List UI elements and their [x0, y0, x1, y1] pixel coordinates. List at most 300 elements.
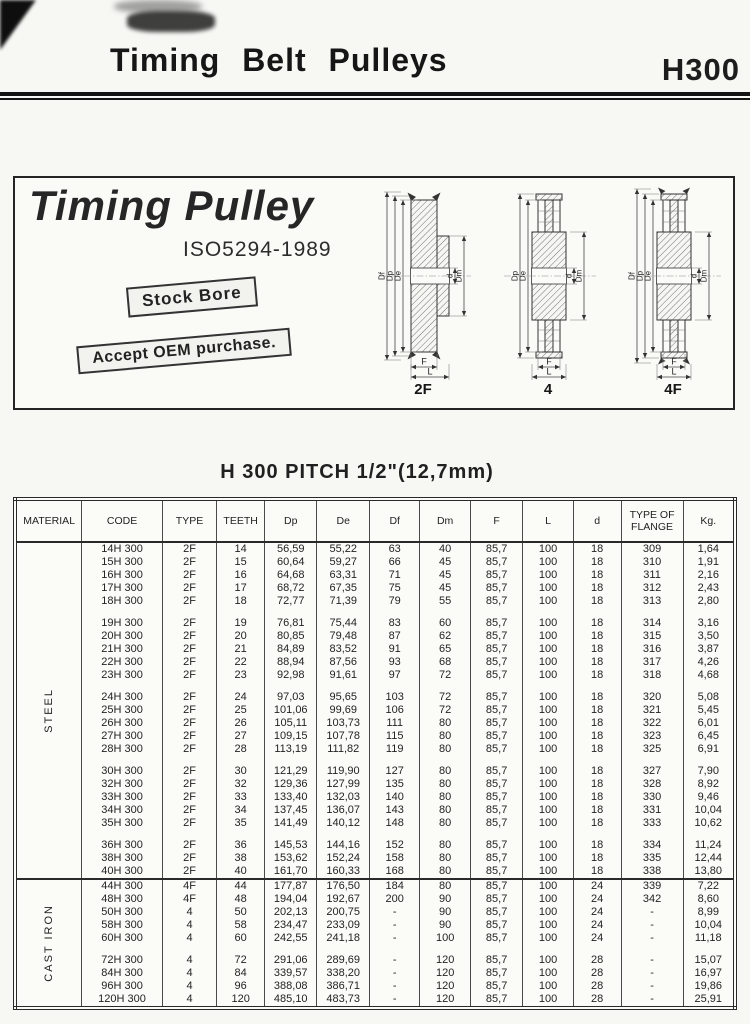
table-cell: 200	[369, 893, 419, 906]
table-cell: 388,08	[265, 980, 317, 993]
pulley-drawing	[492, 184, 604, 384]
table-cell: 291,06	[265, 954, 317, 967]
table-cell: 55	[420, 595, 470, 608]
table-cell: 45	[420, 556, 470, 569]
table-cell: 18	[573, 804, 621, 817]
dim-label: Df	[377, 272, 387, 280]
table-cell: 18	[573, 643, 621, 656]
table-cell: 100	[523, 765, 573, 778]
table-cell: 333	[621, 817, 683, 830]
column-header: Df	[369, 499, 419, 542]
table-cell: 24	[573, 932, 621, 945]
table-cell: 4	[162, 967, 217, 980]
table-cell: 18	[573, 852, 621, 865]
dim-label: Dm	[574, 269, 584, 283]
table-cell: 3,87	[683, 643, 735, 656]
table-cell: 121,29	[265, 765, 317, 778]
table-cell: 84H 300	[82, 967, 162, 980]
table-cell: 90	[420, 906, 470, 919]
table-cell: 34H 300	[82, 804, 162, 817]
table-cell: 18	[573, 817, 621, 830]
pulley-drawing	[617, 184, 729, 384]
table-cell: 483,73	[317, 993, 369, 1008]
table-cell: 72,77	[265, 595, 317, 608]
table-cell: 100	[523, 542, 573, 556]
table-cell: 33H 300	[82, 791, 162, 804]
table-row	[15, 717, 735, 730]
table-cell: -	[621, 919, 683, 932]
table-cell: 100	[523, 556, 573, 569]
table-cell: 100	[523, 919, 573, 932]
table-cell: 80	[420, 743, 470, 756]
table-cell: 60,64	[265, 556, 317, 569]
table-cell: 24	[573, 893, 621, 906]
table-cell: 100	[523, 582, 573, 595]
table-cell: 32	[217, 778, 265, 791]
table-cell: 1,64	[683, 542, 735, 556]
table-cell: 120H 300	[82, 993, 162, 1008]
table-cell: 18	[573, 669, 621, 682]
table-cell: 14	[217, 542, 265, 556]
table-row	[15, 730, 735, 743]
dim-label: De	[643, 270, 653, 282]
table-title: H 300 PITCH 1/2"(12,7mm)	[220, 461, 494, 483]
pulley-type-label: 4F	[664, 381, 682, 398]
table-cell: 6,45	[683, 730, 735, 743]
column-header: Dm	[420, 499, 470, 542]
column-header: TEETH	[217, 499, 265, 542]
table-cell: 18	[573, 730, 621, 743]
table-cell: -	[369, 906, 419, 919]
table-cell: 27	[217, 730, 265, 743]
table-cell: 100	[523, 669, 573, 682]
table-row	[15, 879, 735, 893]
table-cell: 242,55	[265, 932, 317, 945]
table-cell: 85,7	[470, 906, 522, 919]
table-cell: 100	[523, 865, 573, 879]
column-header: F	[470, 499, 522, 542]
table-cell: 17	[217, 582, 265, 595]
table-cell: 111	[369, 717, 419, 730]
pulley-diagram-2f	[367, 184, 479, 398]
table-cell: 106	[369, 704, 419, 717]
dim-label: d	[445, 273, 455, 279]
table-cell: 85,7	[470, 717, 522, 730]
table-row	[15, 919, 735, 932]
product-title: Timing Pulley	[29, 182, 315, 229]
table-cell: 25,91	[683, 993, 735, 1008]
table-cell: 311	[621, 569, 683, 582]
table-cell: 314	[621, 617, 683, 630]
table-cell: 316	[621, 643, 683, 656]
table-cell: 16H 300	[82, 569, 162, 582]
table-cell: 6,91	[683, 743, 735, 756]
table-cell: 93	[369, 656, 419, 669]
dim-label: L	[546, 366, 552, 377]
table-cell: 152	[369, 839, 419, 852]
table-cell: 11,24	[683, 839, 735, 852]
table-cell: 7,90	[683, 765, 735, 778]
table-cell: 85,7	[470, 919, 522, 932]
table-cell: 24H 300	[82, 691, 162, 704]
table-cell: 100	[523, 839, 573, 852]
table-cell: 85,7	[470, 617, 522, 630]
table-cell: 2F	[162, 617, 217, 630]
spacer-row	[15, 756, 735, 765]
table-cell: 75	[369, 582, 419, 595]
dim-label: L	[671, 366, 677, 377]
table-cell: 92,98	[265, 669, 317, 682]
table-cell: 2F	[162, 656, 217, 669]
table-row	[15, 932, 735, 945]
table-cell: 100	[523, 817, 573, 830]
table-cell: 15	[217, 556, 265, 569]
table-row	[15, 630, 735, 643]
table-cell: 21H 300	[82, 643, 162, 656]
table-cell: 135	[369, 778, 419, 791]
table-row	[15, 656, 735, 669]
dim-label: Dm	[454, 269, 464, 283]
table-cell: -	[621, 932, 683, 945]
table-cell: 241,18	[317, 932, 369, 945]
table-cell: 5,08	[683, 691, 735, 704]
material-label: CAST IRON	[42, 904, 55, 982]
dim-label: De	[518, 270, 528, 282]
table-row	[15, 980, 735, 993]
table-cell: 4	[162, 980, 217, 993]
pulley-diagram-4	[492, 184, 604, 398]
table-cell: 85,7	[470, 656, 522, 669]
dim-label: Dp	[510, 270, 520, 282]
table-cell: 62	[420, 630, 470, 643]
table-cell: 18	[573, 717, 621, 730]
table-cell: 83,52	[317, 643, 369, 656]
table-cell: 85,7	[470, 791, 522, 804]
table-cell: 184	[369, 879, 419, 893]
table-cell: 312	[621, 582, 683, 595]
table-cell: 80	[420, 879, 470, 893]
table-cell: 2F	[162, 556, 217, 569]
table-cell: 338,20	[317, 967, 369, 980]
table-cell: 80	[420, 730, 470, 743]
table-cell: 161,70	[265, 865, 317, 879]
table-cell: 485,10	[265, 993, 317, 1008]
pulley-type-label: 4	[543, 381, 553, 398]
table-cell: 7,22	[683, 879, 735, 893]
table-cell: 68,72	[265, 582, 317, 595]
table-cell: 85,7	[470, 852, 522, 865]
table-row	[15, 617, 735, 630]
table-cell: 2F	[162, 717, 217, 730]
table-cell: 8,92	[683, 778, 735, 791]
table-cell: 28	[573, 954, 621, 967]
table-cell: -	[369, 967, 419, 980]
table-cell: 84,89	[265, 643, 317, 656]
dim-label: Df	[627, 272, 637, 280]
table-cell: -	[369, 980, 419, 993]
table-row	[15, 778, 735, 791]
material-cell	[15, 542, 82, 879]
table-cell: 17H 300	[82, 582, 162, 595]
table-cell: -	[369, 954, 419, 967]
standard-label: ISO5294-1989	[183, 238, 332, 261]
table-cell: 72	[420, 669, 470, 682]
table-cell: 119	[369, 743, 419, 756]
table-cell: 18	[573, 569, 621, 582]
table-cell: 16	[217, 569, 265, 582]
table-cell: 71,39	[317, 595, 369, 608]
table-cell: 24	[573, 879, 621, 893]
pulley-drawing	[367, 184, 479, 384]
dim-label: Dm	[699, 269, 709, 283]
table-cell: 103,73	[317, 717, 369, 730]
table-cell: 100	[523, 569, 573, 582]
table-row	[15, 993, 735, 1008]
table-cell: 2F	[162, 691, 217, 704]
table-row	[15, 791, 735, 804]
table-cell: -	[369, 932, 419, 945]
spacer-row	[15, 682, 735, 691]
table-cell: 335	[621, 852, 683, 865]
table-cell: 80,85	[265, 630, 317, 643]
table-cell: 338	[621, 865, 683, 879]
material-cell	[15, 879, 82, 1008]
table-cell: 28	[217, 743, 265, 756]
table-cell: 18	[573, 656, 621, 669]
table-cell: 32H 300	[82, 778, 162, 791]
table-cell: 8,99	[683, 906, 735, 919]
table-cell: 2F	[162, 743, 217, 756]
table-cell: 160,33	[317, 865, 369, 879]
table-cell: 2F	[162, 730, 217, 743]
table-cell: 25H 300	[82, 704, 162, 717]
table-cell: 80	[420, 778, 470, 791]
table-cell: 100	[523, 778, 573, 791]
table-cell: 100	[523, 617, 573, 630]
spacer-row	[15, 945, 735, 954]
table-cell: 100	[523, 893, 573, 906]
table-cell: 24	[217, 691, 265, 704]
table-cell: 85,7	[470, 704, 522, 717]
table-cell: 19,86	[683, 980, 735, 993]
table-cell: 13,80	[683, 865, 735, 879]
table-cell: 83	[369, 617, 419, 630]
table-cell: 4F	[162, 879, 217, 893]
table-cell: 71	[369, 569, 419, 582]
table-cell: 105,11	[265, 717, 317, 730]
table-cell: 2,16	[683, 569, 735, 582]
table-row	[15, 743, 735, 756]
table-row	[15, 954, 735, 967]
table-cell: 145,53	[265, 839, 317, 852]
table-cell: 40	[217, 865, 265, 879]
table-cell: 18	[573, 582, 621, 595]
table-cell: 72	[420, 691, 470, 704]
table-cell: 23H 300	[82, 669, 162, 682]
column-header: Dp	[265, 499, 317, 542]
table-cell: 85,7	[470, 879, 522, 893]
pulley-diagrams	[367, 184, 729, 398]
table-cell: -	[369, 919, 419, 932]
table-cell: 18	[573, 778, 621, 791]
table-cell: 143	[369, 804, 419, 817]
table-cell: 26H 300	[82, 717, 162, 730]
table-cell: 18	[573, 542, 621, 556]
table-cell: -	[621, 967, 683, 980]
material-label: STEEL	[42, 688, 55, 733]
table-cell: 33	[217, 791, 265, 804]
spec-table	[13, 497, 737, 1010]
table-row	[15, 582, 735, 595]
table-cell: 85,7	[470, 669, 522, 682]
table-cell: 30	[217, 765, 265, 778]
table-cell: 18	[573, 791, 621, 804]
table-cell: 100	[523, 932, 573, 945]
table-cell: 386,71	[317, 980, 369, 993]
table-cell: 330	[621, 791, 683, 804]
table-cell: 100	[523, 954, 573, 967]
table-cell: 2F	[162, 791, 217, 804]
table-cell: 11,18	[683, 932, 735, 945]
table-cell: 152,24	[317, 852, 369, 865]
table-cell: 132,03	[317, 791, 369, 804]
table-cell: 100	[523, 743, 573, 756]
table-cell: -	[621, 993, 683, 1008]
table-cell: 331	[621, 804, 683, 817]
table-cell: 18	[573, 743, 621, 756]
table-cell: 48	[217, 893, 265, 906]
table-cell: 100	[420, 932, 470, 945]
table-cell: 85,7	[470, 865, 522, 879]
table-cell: 334	[621, 839, 683, 852]
table-cell: 48H 300	[82, 893, 162, 906]
table-cell: 328	[621, 778, 683, 791]
table-cell: 320	[621, 691, 683, 704]
table-cell: 4	[162, 906, 217, 919]
table-cell: 4	[162, 993, 217, 1008]
table-cell: 85,7	[470, 630, 522, 643]
table-cell: 60	[420, 617, 470, 630]
table-cell: 233,09	[317, 919, 369, 932]
table-cell: 18H 300	[82, 595, 162, 608]
table-cell: 36H 300	[82, 839, 162, 852]
table-cell: 91,61	[317, 669, 369, 682]
column-header: d	[573, 499, 621, 542]
pulley-type-label: 2F	[414, 381, 432, 398]
spec-table-wrap	[13, 497, 737, 1010]
table-cell: 65	[420, 643, 470, 656]
table-cell: 20H 300	[82, 630, 162, 643]
table-cell: 15,07	[683, 954, 735, 967]
table-cell: 97	[369, 669, 419, 682]
table-cell: 5,45	[683, 704, 735, 717]
header-row	[15, 499, 735, 542]
table-cell: 21	[217, 643, 265, 656]
table-cell: 18	[573, 617, 621, 630]
table-cell: 12,44	[683, 852, 735, 865]
table-row	[15, 704, 735, 717]
table-cell: 120	[217, 993, 265, 1008]
table-cell: 4,68	[683, 669, 735, 682]
table-cell: 85,7	[470, 817, 522, 830]
table-cell: 2F	[162, 765, 217, 778]
table-cell: 2F	[162, 817, 217, 830]
table-cell: 30H 300	[82, 765, 162, 778]
table-cell: 100	[523, 906, 573, 919]
table-cell: 85,7	[470, 542, 522, 556]
table-cell: 120	[420, 980, 470, 993]
table-cell: 321	[621, 704, 683, 717]
table-cell: 90	[420, 893, 470, 906]
pulley-diagram-4f	[617, 184, 729, 398]
table-cell: 27H 300	[82, 730, 162, 743]
table-row	[15, 817, 735, 830]
table-cell: 202,13	[265, 906, 317, 919]
table-cell: 313	[621, 595, 683, 608]
table-cell: 85,7	[470, 778, 522, 791]
table-cell: 100	[523, 879, 573, 893]
table-cell: 18	[573, 704, 621, 717]
table-row	[15, 906, 735, 919]
table-cell: 14H 300	[82, 542, 162, 556]
table-cell: 318	[621, 669, 683, 682]
table-cell: 107,78	[317, 730, 369, 743]
table-cell: 176,50	[317, 879, 369, 893]
table-cell: 100	[523, 691, 573, 704]
table-cell: 2F	[162, 839, 217, 852]
table-cell: 192,67	[317, 893, 369, 906]
table-cell: 85,7	[470, 993, 522, 1008]
table-cell: -	[621, 980, 683, 993]
table-cell: 2F	[162, 582, 217, 595]
table-cell: 317	[621, 656, 683, 669]
table-cell: 44	[217, 879, 265, 893]
table-cell: 2,43	[683, 582, 735, 595]
table-cell: 24	[573, 919, 621, 932]
table-row	[15, 556, 735, 569]
table-cell: 85,7	[470, 730, 522, 743]
table-cell: 85,7	[470, 595, 522, 608]
dim-label: F	[546, 356, 552, 367]
table-cell: 194,04	[265, 893, 317, 906]
product-panel	[13, 176, 735, 410]
table-cell: 200,75	[317, 906, 369, 919]
table-cell: 140,12	[317, 817, 369, 830]
table-cell: 4	[162, 954, 217, 967]
table-cell: 18	[573, 556, 621, 569]
column-header: TYPE	[162, 499, 217, 542]
table-cell: 113,19	[265, 743, 317, 756]
table-cell: 63	[369, 542, 419, 556]
table-cell: 9,46	[683, 791, 735, 804]
table-cell: 2F	[162, 778, 217, 791]
table-cell: 323	[621, 730, 683, 743]
table-row	[15, 839, 735, 852]
table-cell: 80	[420, 765, 470, 778]
dim-label: L	[427, 366, 433, 377]
table-cell: 50H 300	[82, 906, 162, 919]
table-cell: 40H 300	[82, 865, 162, 879]
table-row	[15, 967, 735, 980]
table-cell: 80	[420, 817, 470, 830]
table-cell: 8,60	[683, 893, 735, 906]
oem-badge: Accept OEM purchase.	[76, 328, 292, 375]
table-cell: 158	[369, 852, 419, 865]
table-cell: 64,68	[265, 569, 317, 582]
table-row	[15, 852, 735, 865]
table-cell: 2F	[162, 569, 217, 582]
table-cell: 58	[217, 919, 265, 932]
